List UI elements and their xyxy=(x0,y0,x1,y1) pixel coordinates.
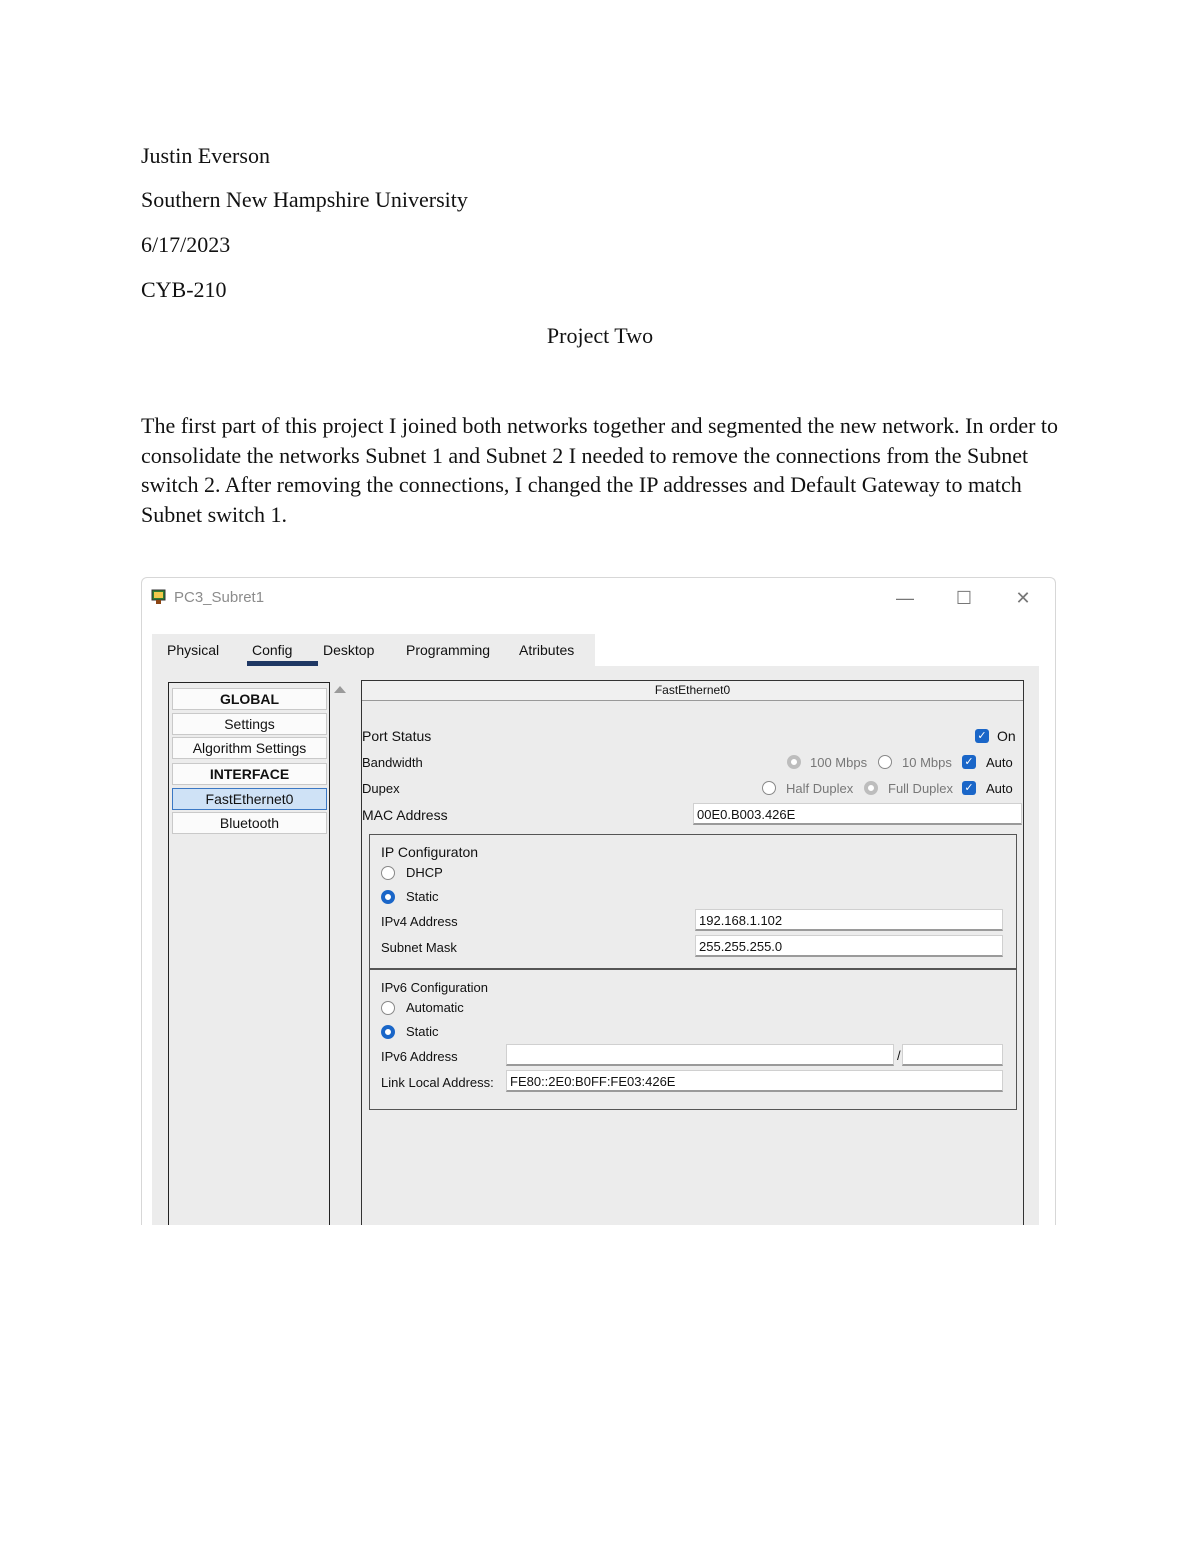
mac-address-field[interactable]: 00E0.B003.426E xyxy=(693,803,1022,825)
maximize-icon[interactable]: ☐ xyxy=(955,588,973,608)
pc-app-icon xyxy=(150,588,168,606)
port-on-checkbox[interactable]: ✓ xyxy=(975,729,989,743)
ipv6-prefix-field[interactable] xyxy=(902,1044,1003,1066)
dhcp-radio[interactable] xyxy=(381,866,395,880)
tab-programming[interactable]: Programming xyxy=(406,642,491,658)
date: 6/17/2023 xyxy=(141,232,231,257)
link-local-label: Link Local Address: xyxy=(381,1075,494,1090)
duplex-auto-checkbox[interactable]: ✓ xyxy=(962,781,976,795)
pc3-config-window xyxy=(141,577,1056,1225)
bandwidth-10-radio[interactable] xyxy=(878,755,892,769)
window-titlebar xyxy=(142,578,1055,618)
half-duplex-radio[interactable] xyxy=(762,781,776,795)
subnet-mask-label: Subnet Mask xyxy=(381,940,457,955)
author-name: Justin Everson xyxy=(141,143,270,168)
ipv6-automatic-radio[interactable] xyxy=(381,1001,395,1015)
ipv4-address-label: IPv4 Address xyxy=(381,914,458,929)
ipv6-config-group xyxy=(369,969,1017,1110)
course-code: CYB-210 xyxy=(141,277,227,302)
ipv6-prefix-separator: / xyxy=(897,1048,901,1063)
sidebar-header-global: GLOBAL xyxy=(172,688,327,710)
document-title: Project Two xyxy=(546,323,654,348)
ipv4-address-field[interactable]: 192.168.1.102 xyxy=(695,909,1003,931)
bandwidth-auto-label: Auto xyxy=(986,755,1013,770)
sidebar-item-fastethernet0[interactable]: FastEthernet0 xyxy=(172,788,327,810)
bandwidth-100-radio[interactable] xyxy=(787,755,801,769)
bandwidth-label: Bandwidth xyxy=(362,755,423,770)
ipv6-static-label: Static xyxy=(406,1024,439,1039)
ipv4-config-heading: IP Configuraton xyxy=(381,844,479,860)
full-duplex-radio[interactable] xyxy=(864,781,878,795)
sidebar-header-interface: INTERFACE xyxy=(172,763,327,785)
tab-attributes[interactable]: Atributes xyxy=(519,642,575,658)
institution: Southern New Hampshire University xyxy=(141,187,468,212)
interface-panel xyxy=(361,680,1024,1225)
ipv6-automatic-label: Automatic xyxy=(406,1000,464,1015)
body-paragraph: The first part of this project I joined both networks together and segmented the new network. In order to consolidate the networks Subnet 1 and Subnet 2 I needed to remove the connections from the Subnet switch 2. After removing the connections, I changed the IP addresses and Default Gateway to match Subnet switch 1. xyxy=(141,413,1059,527)
ipv4-config-group xyxy=(369,834,1017,969)
tab-config[interactable]: Config xyxy=(252,642,293,658)
tab-desktop[interactable]: Desktop xyxy=(323,642,375,658)
duplex-auto-label: Auto xyxy=(986,781,1013,796)
scroll-up-icon[interactable] xyxy=(334,686,346,693)
half-duplex-label: Half Duplex xyxy=(786,781,854,796)
bandwidth-auto-checkbox[interactable]: ✓ xyxy=(962,755,976,769)
bandwidth-100-label: 100 Mbps xyxy=(810,755,868,770)
tab-physical[interactable]: Physical xyxy=(167,642,220,658)
sidebar-item-settings[interactable]: Settings xyxy=(172,713,327,735)
bandwidth-10-label: 10 Mbps xyxy=(902,755,952,770)
close-icon[interactable]: ✕ xyxy=(1015,588,1031,608)
port-on-label: On xyxy=(997,728,1016,744)
settings-sidebar xyxy=(168,682,330,1225)
tab-bar xyxy=(152,634,595,666)
link-local-field[interactable]: FE80::2E0:B0FF:FE03:426E xyxy=(506,1070,1003,1092)
subnet-mask-field[interactable]: 255.255.255.0 xyxy=(695,935,1003,957)
duplex-label: Dupex xyxy=(362,781,400,796)
ipv4-static-radio[interactable] xyxy=(381,890,395,904)
mac-address-label: MAC Address xyxy=(362,807,448,823)
ipv6-config-heading: IPv6 Configuration xyxy=(381,980,488,995)
minimize-icon[interactable]: — xyxy=(896,588,914,608)
sidebar-item-algorithm-settings[interactable]: Algorithm Settings xyxy=(172,737,327,759)
window-title: PC3_Subret1 xyxy=(174,589,265,606)
ipv6-static-radio[interactable] xyxy=(381,1025,395,1039)
dhcp-label: DHCP xyxy=(406,865,443,880)
full-duplex-label: Full Duplex xyxy=(888,781,954,796)
ipv6-address-label: IPv6 Address xyxy=(381,1049,458,1064)
port-status-label: Port Status xyxy=(362,728,432,744)
ipv6-address-field[interactable] xyxy=(506,1044,894,1066)
panel-title: FastEthernet0 xyxy=(362,681,1023,701)
sidebar-item-bluetooth[interactable]: Bluetooth xyxy=(172,812,327,834)
ipv4-static-label: Static xyxy=(406,889,439,904)
